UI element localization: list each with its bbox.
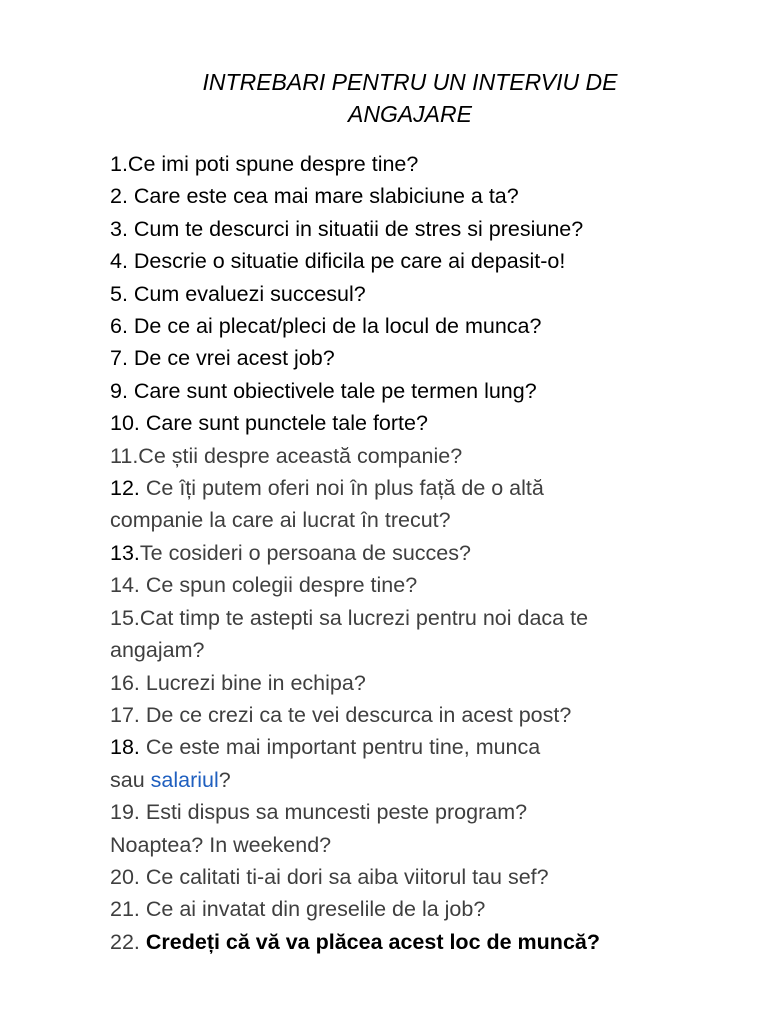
title-line-2: ANGAJARE	[348, 101, 472, 127]
question-item: 4. Descrie o situatie dificila pe care ai depasit-o!	[110, 249, 566, 274]
question-list	[110, 148, 730, 958]
question-text-bold: Credeți că vă va plăcea acest loc de muncă?	[145, 929, 600, 954]
question-number: 12.	[110, 476, 140, 501]
document-title	[120, 66, 700, 130]
question-item: 9. Care sunt obiectivele tale pe termen lung?	[110, 378, 537, 403]
question-item	[110, 731, 730, 763]
question-item: 19. Esti dispus sa muncesti peste program?	[110, 800, 528, 825]
question-number: 18.	[110, 735, 140, 760]
question-text: ?	[218, 767, 231, 792]
question-item	[110, 472, 730, 504]
question-text: Ce este mai important pentru tine, munca	[139, 735, 541, 760]
question-item: 7. De ce vrei acest job?	[110, 346, 335, 371]
question-item: 3. Cum te descurci in situatii de stres si presiune?	[110, 216, 584, 241]
question-item: 17. De ce crezi ca te vei descurca in acest post?	[110, 702, 572, 727]
question-item: 16. Lucrezi bine in echipa?	[110, 670, 366, 695]
question-item-continuation: Noaptea? In weekend?	[110, 832, 332, 857]
title-line-1: INTREBARI PENTRU UN INTERVIU DE	[202, 69, 618, 95]
question-number: 22.	[110, 929, 146, 954]
question-item: 10. Care sunt punctele tale forte?	[110, 411, 428, 436]
question-item: 6. De ce ai plecat/pleci de la locul de munca?	[110, 314, 542, 339]
question-number: 13.	[110, 540, 140, 565]
question-item: 2. Care este cea mai mare slabiciune a ta?	[110, 184, 519, 209]
question-item-continuation: companie la care ai lucrat în trecut?	[110, 508, 451, 533]
question-item: 11.Ce știi despre această companie?	[110, 443, 463, 468]
question-item: 15.Cat timp te astepti sa lucrezi pentru noi daca te	[110, 605, 589, 630]
question-text: sau	[110, 767, 151, 792]
salariul-link[interactable]: salariul	[150, 767, 219, 792]
question-item: 5. Cum evaluezi succesul?	[110, 281, 366, 306]
question-item-continuation: angajam?	[110, 638, 205, 663]
question-item: 20. Ce calitati ti-ai dori sa aiba viitorul tau sef?	[110, 864, 549, 889]
question-item: 14. Ce spun colegii despre tine?	[110, 573, 418, 598]
question-text: Te cosideri o persoana de succes?	[139, 540, 471, 565]
question-item-continuation	[110, 764, 730, 796]
question-text: Ce îți putem oferi noi în plus față de o altă	[139, 476, 544, 501]
question-item	[110, 926, 730, 958]
question-item	[110, 537, 730, 569]
question-item: 1.Ce imi poti spune despre tine?	[110, 152, 419, 176]
question-item: 21. Ce ai invatat din greselile de la job?	[110, 897, 486, 922]
